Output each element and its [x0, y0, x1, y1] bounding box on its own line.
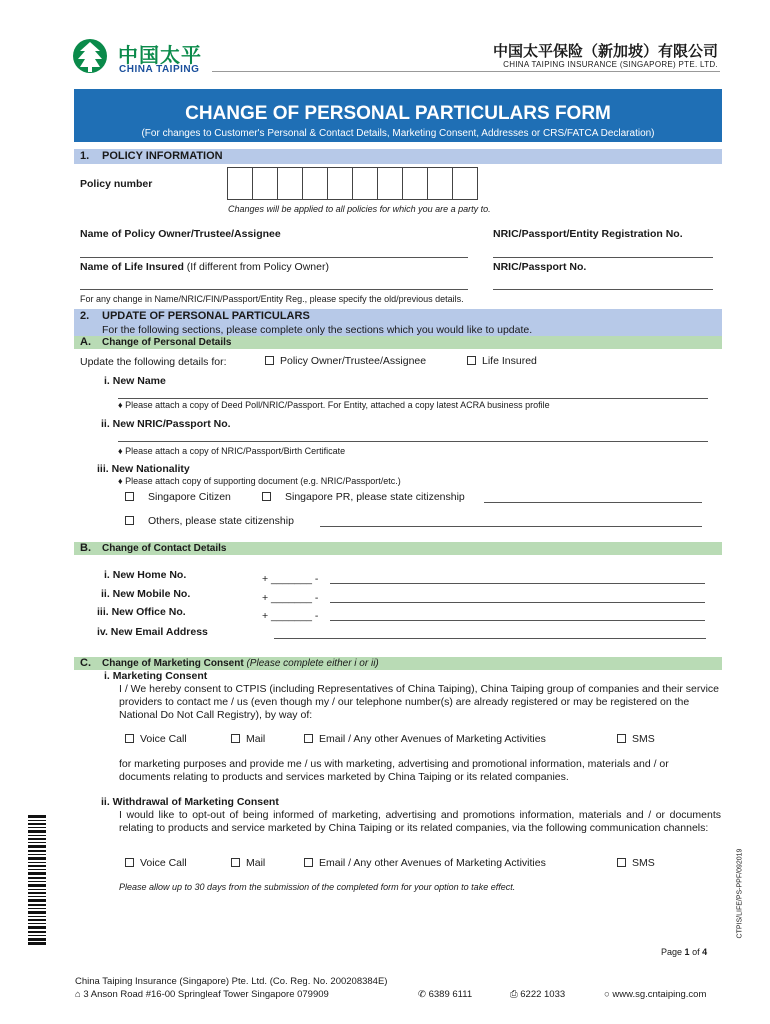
consent-title: i. Marketing Consent: [104, 670, 208, 682]
mobile-no-prefix[interactable]: + _______ -: [262, 592, 319, 604]
option-policy-owner[interactable]: Policy Owner/Trustee/Assignee: [265, 355, 426, 367]
checkbox[interactable]: [617, 858, 626, 867]
withdraw-text: I would like to opt-out of being informed of marketing, advertising and promotions information, materials and / or documents relating to products and service marketed by China Taiping or its related companies, via the following communication channels:: [119, 809, 721, 834]
sectionC-letter: C.: [80, 657, 91, 669]
policy-digit-box[interactable]: [352, 167, 378, 200]
checkbox[interactable]: [231, 734, 240, 743]
option-life-insured[interactable]: Life Insured: [467, 355, 537, 367]
option-sg-citizen[interactable]: Singapore Citizen: [125, 491, 231, 503]
logo-cn-text: 中国太平: [118, 43, 202, 67]
home-icon: ⌂: [75, 989, 81, 1000]
home-no-label: i. New Home No.: [104, 569, 187, 581]
policy-digit-box[interactable]: [327, 167, 353, 200]
option-sg-pr[interactable]: Singapore PR, please state citizenship: [262, 491, 465, 503]
footer-website-row[interactable]: [604, 989, 706, 1000]
owner-nric-label: NRIC/Passport/Entity Registration No.: [493, 228, 683, 240]
office-no-prefix[interactable]: + _______ -: [262, 610, 319, 622]
option-others[interactable]: Others, please state citizenship: [125, 515, 294, 527]
consent-text: I / We hereby consent to CTPIS (including Representatives of China Taiping), China Taiping group of companies and their service providers to contact me / us (even though my / our telephone number(s) are already registered or may be registered on the National Do Not Call Registry), by way of:: [119, 683, 719, 721]
page-of: of: [692, 947, 700, 957]
owner-nric-field[interactable]: [493, 257, 713, 258]
footer-phone: 6389 6111: [428, 989, 473, 1000]
taiping-logo-icon: [72, 37, 108, 75]
withdraw-option-mail[interactable]: Mail: [231, 857, 265, 869]
withdraw-option-voice[interactable]: Voice Call: [125, 857, 187, 869]
update-for-label: Update the following details for:: [80, 356, 227, 368]
consent-purpose: for marketing purposes and provide me / us with marketing, advertising and promotional information, materials and / or documents relating to products and services marketed by China Taiping or its related companies.: [119, 758, 669, 783]
fax-icon: ⎙: [510, 989, 518, 1000]
section1-number: 1.: [80, 150, 90, 162]
section1-title: POLICY INFORMATION: [102, 150, 223, 162]
new-nric-label: ii. New NRIC/Passport No.: [101, 418, 231, 430]
life-insured-row: [80, 261, 329, 273]
checkbox[interactable]: [617, 734, 626, 743]
mobile-no-label: ii. New Mobile No.: [101, 588, 191, 600]
section2-bar: [74, 309, 722, 336]
sectionA-bar: [74, 336, 722, 349]
consent-option-voice[interactable]: Voice Call: [125, 733, 187, 745]
sectionB-letter: B.: [80, 542, 91, 554]
life-insured-name-field[interactable]: [80, 289, 468, 290]
allow-days-note: Please allow up to 30 days from the submission of the completed form for your option to take effect.: [119, 882, 516, 892]
policies-note: Changes will be applied to all policies for which you are a party to.: [228, 204, 491, 214]
checkbox[interactable]: [125, 858, 134, 867]
checkbox[interactable]: [304, 734, 313, 743]
policy-number-boxes[interactable]: [227, 167, 477, 200]
sectionC-title-row: [102, 658, 379, 669]
life-insured-note: (If different from Policy Owner): [186, 261, 329, 273]
consent-option-mail[interactable]: Mail: [231, 733, 265, 745]
sectionC-bar: [74, 657, 722, 670]
barcode-icon: [28, 815, 46, 945]
doc-code: CTPIS/LIFE/PS-PPF/092019: [736, 848, 744, 939]
policy-digit-box[interactable]: [427, 167, 453, 200]
sectionC-title: Change of Marketing Consent: [102, 658, 244, 669]
sectionC-title-note: (Please complete either i or ii): [246, 658, 379, 669]
policy-digit-box[interactable]: [227, 167, 253, 200]
checkbox[interactable]: [125, 492, 134, 501]
email-field[interactable]: [274, 638, 706, 639]
policy-digit-box[interactable]: [277, 167, 303, 200]
others-citizenship-field[interactable]: [320, 526, 702, 527]
sg-pr-citizenship-field[interactable]: [484, 502, 702, 503]
consent-option-sms[interactable]: SMS: [617, 733, 655, 745]
withdraw-title: ii. Withdrawal of Marketing Consent: [101, 796, 279, 808]
life-insured-nric-label: NRIC/Passport No.: [493, 261, 587, 273]
footer-address: 3 Anson Road #16-00 Springleaf Tower Singapore 079909: [83, 989, 329, 1000]
sectionB-title: Change of Contact Details: [102, 543, 227, 554]
checkbox[interactable]: [265, 356, 274, 365]
checkbox[interactable]: [231, 858, 240, 867]
life-insured-label: Name of Life Insured: [80, 261, 184, 273]
owner-name-label: Name of Policy Owner/Trustee/Assignee: [80, 228, 281, 240]
owner-name-field[interactable]: [80, 257, 468, 258]
name-attach-note: ♦ Please attach a copy of Deed Poll/NRIC/Passport. For Entity, attached a copy latest ACRA business profile: [118, 400, 550, 410]
sectionB-bar: [74, 542, 722, 555]
withdraw-option-sms[interactable]: SMS: [617, 857, 655, 869]
checkbox[interactable]: [304, 858, 313, 867]
policy-digit-box[interactable]: [377, 167, 403, 200]
policy-digit-box[interactable]: [452, 167, 478, 200]
company-name-en: CHINA TAIPING INSURANCE (SINGAPORE) PTE. LTD.: [503, 60, 718, 69]
form-title: CHANGE OF PERSONAL PARTICULARS FORM: [185, 103, 611, 124]
footer-phone-row: [418, 989, 472, 1000]
company-logo: [72, 37, 212, 77]
office-no-field[interactable]: [330, 620, 705, 621]
sectionA-letter: A.: [80, 336, 91, 348]
section2-number: 2.: [80, 310, 90, 322]
new-name-field[interactable]: [118, 398, 708, 399]
section1-bar: [74, 149, 722, 164]
policy-digit-box[interactable]: [302, 167, 328, 200]
policy-number-label: Policy number: [80, 178, 153, 190]
change-details-note: For any change in Name/NRIC/FIN/Passport/Entity Reg., please specify the old/previous details.: [80, 294, 464, 304]
withdraw-option-email[interactable]: Email / Any other Avenues of Marketing Activities: [304, 857, 546, 869]
policy-digit-box[interactable]: [252, 167, 278, 200]
mobile-no-field[interactable]: [330, 602, 705, 603]
new-name-label: i. New Name: [104, 375, 166, 387]
footer-fax: 6222 1033: [520, 989, 566, 1000]
new-nationality-label: iii. New Nationality: [97, 463, 190, 475]
section2-title: UPDATE OF PERSONAL PARTICULARS: [102, 310, 310, 322]
policy-digit-box[interactable]: [402, 167, 428, 200]
office-no-label: iii. New Office No.: [97, 606, 186, 618]
new-nric-field[interactable]: [118, 441, 708, 442]
page-total: 4: [702, 947, 708, 957]
form-title-bar: [74, 89, 722, 142]
footer-website[interactable]: www.sg.cntaiping.com: [612, 989, 707, 1000]
checkbox[interactable]: [467, 356, 476, 365]
footer-company: China Taiping Insurance (Singapore) Pte. Ltd. (Co. Reg. No. 200208384E): [75, 976, 388, 987]
company-name-cn: 中国太平保险（新加坡）有限公司: [492, 42, 718, 60]
footer-address-row: [75, 989, 329, 1000]
form-subtitle: (For changes to Customer's Personal & Contact Details, Marketing Consent, Addresses or CRS/FATCA Declaration): [141, 128, 655, 139]
home-no-prefix[interactable]: + _______ -: [262, 573, 319, 585]
phone-icon: ✆: [418, 989, 426, 1000]
consent-option-email[interactable]: Email / Any other Avenues of Marketing Activities: [304, 733, 546, 745]
page-label: Page: [661, 947, 683, 957]
footer-fax-row: [510, 989, 565, 1000]
page-current: 1: [684, 947, 690, 957]
page-indicator: [661, 947, 707, 957]
checkbox[interactable]: [125, 734, 134, 743]
globe-icon: ○: [604, 989, 610, 1000]
logo-en-text: CHINA TAIPING: [119, 64, 200, 75]
sectionA-title: Change of Personal Details: [102, 337, 232, 348]
checkbox[interactable]: [262, 492, 271, 501]
nric-attach-note: ♦ Please attach a copy of NRIC/Passport/Birth Certificate: [118, 446, 346, 456]
life-insured-nric-field[interactable]: [493, 289, 713, 290]
email-label: iv. New Email Address: [97, 626, 208, 638]
section2-instruction: For the following sections, please complete only the sections which you would like to update.: [102, 324, 533, 336]
checkbox[interactable]: [125, 516, 134, 525]
home-no-field[interactable]: [330, 583, 705, 584]
nationality-attach-note: ♦ Please attach copy of supporting document (e.g. NRIC/Passport/etc.): [118, 476, 401, 486]
